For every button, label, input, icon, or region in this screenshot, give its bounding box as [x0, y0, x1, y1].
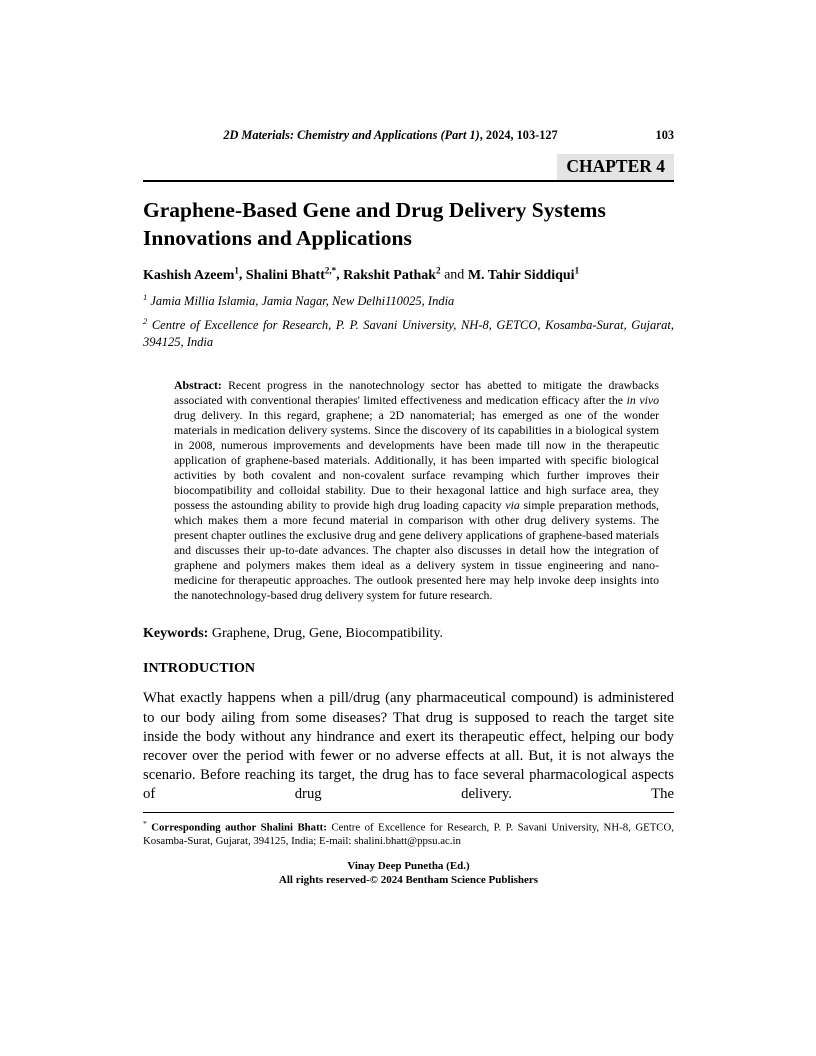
footnote-divider	[143, 812, 674, 849]
affiliation-2-marker: 2	[143, 316, 148, 327]
affiliation-1-text: Jamia Millia Islamia, Jamia Nagar, New Delhi110025, India	[150, 293, 455, 308]
keywords-text: Graphene, Drug, Gene, Biocompatibility.	[208, 626, 444, 642]
journal-citation	[143, 128, 638, 143]
author-2-affiliation-marker: 2,*	[324, 265, 337, 275]
citation-year-pages: , 2024, 103-127	[479, 128, 558, 142]
chapter-header-rule	[143, 154, 674, 182]
abstract-paragraph	[174, 378, 659, 603]
abstract-text-2: drug delivery. In this regard, graphene; a 2D nanomaterial; has emerged as one of the wonder materials in medication delivery systems. Since the discovery of its capabilities in a biological system in 2008, numerous improvements and developments have been made till now in the therapeutic application of graphene-based materials. Additionally, it has been imparted with specific biological activities by both covalent and non-covalent surface revamping which further improves their biocompatibility and colloidal stability. Due to their hexagonal lattice and high surface area, they possess the astounding ability to provide high drug loading capacity	[174, 408, 659, 513]
footnote-asterisk: *	[143, 818, 147, 828]
author-name-3: Rakshit Pathak$^2$	[343, 265, 441, 283]
author-name-1: Kashish Azeem$^1$	[143, 265, 239, 283]
running-header	[143, 128, 674, 143]
section-heading-introduction: INTRODUCTION	[143, 661, 256, 677]
affiliation-2	[143, 313, 674, 350]
author-separator-and: and	[440, 267, 468, 283]
author-separator: ,	[336, 267, 344, 283]
chapter-badge: CHAPTER 4	[557, 154, 674, 180]
abstract-italic-in-vivo: in vivo	[626, 393, 659, 408]
publisher-footer	[143, 859, 674, 887]
author-4-affiliation-marker: 1	[574, 265, 580, 275]
author-name-4: M. Tahir Siddiqui$^1$	[467, 265, 580, 283]
book-title: 2D Materials: Chemistry and Applications (Part 1)	[223, 128, 480, 142]
corresponding-author-footnote	[143, 817, 674, 849]
author-byline	[143, 261, 674, 285]
author-name-2: Shalini Bhatt$^{2,*}$	[245, 265, 337, 283]
keywords-label: Keywords:	[143, 626, 209, 642]
author-1-affiliation-marker: 1	[234, 265, 239, 275]
page-number: 103	[655, 128, 674, 142]
author-3-affiliation-marker: 2	[436, 265, 441, 275]
footnote-text: Centre of Excellence for Research, P. P. Savani University, NH-8, GETCO, Kosamba-Surat, Gujarat, 394125, India; E-mail: shalini.bhatt@ppsu.ac.in	[143, 821, 675, 847]
author-separator: ,	[238, 267, 246, 283]
editor-line: Vinay Deep Punetha (Ed.)	[347, 860, 470, 873]
chapter-title: Graphene-Based Gene and Drug Delivery Systems Innovations and Applications	[143, 198, 606, 250]
abstract-text-3: simple preparation methods, which makes them a more fecund material in comparison with other drug delivery systems. The present chapter outlines the exclusive drug and gene delivery applications of graphene-based materials and discusses their up-to-date advances. The chapter also discusses in detail how the integration of graphene and polymers makes them ideal as a delivery system in tissue engineering and nano-medicine for therapeutic approaches. The outlook presented here may help invoke deep insights into the nanotechnology-based drug delivery system for future research.	[174, 498, 659, 603]
introduction-paragraph: What exactly happens when a pill/drug (any pharmaceutical compound) is administered to our body ailing from some diseases? That drug is supposed to reach the target site inside the body without any hindrance and exert its therapeutic effect, helping our body recover over the period with fewer or no adverse effects at all. But, it is not always the scenario. Before reaching its target, the drug has to face several pharmacological aspects of drug delivery. The	[143, 690, 674, 803]
rights-line: All rights reserved-© 2024 Bentham Science Publishers	[278, 874, 539, 887]
abstract-italic-via: via	[505, 498, 520, 513]
affiliation-1	[143, 289, 674, 310]
footnote-label: Corresponding author Shalini Bhatt:	[151, 821, 327, 834]
abstract-label: Abstract:	[174, 378, 222, 393]
affiliation-1-marker: 1	[143, 291, 148, 302]
keywords-line	[143, 625, 674, 643]
affiliation-2-text: Centre of Excellence for Research, P. P. Savani University, NH-8, GETCO, Kosamba-Surat, Gujarat, 394125, India	[143, 318, 674, 349]
text-column	[143, 128, 674, 887]
abstract-text-1: Recent progress in the nanotechnology sector has abetted to mitigate the drawbacks associated with conventional therapies' limited effectiveness and medication efficacy after the	[174, 378, 659, 408]
